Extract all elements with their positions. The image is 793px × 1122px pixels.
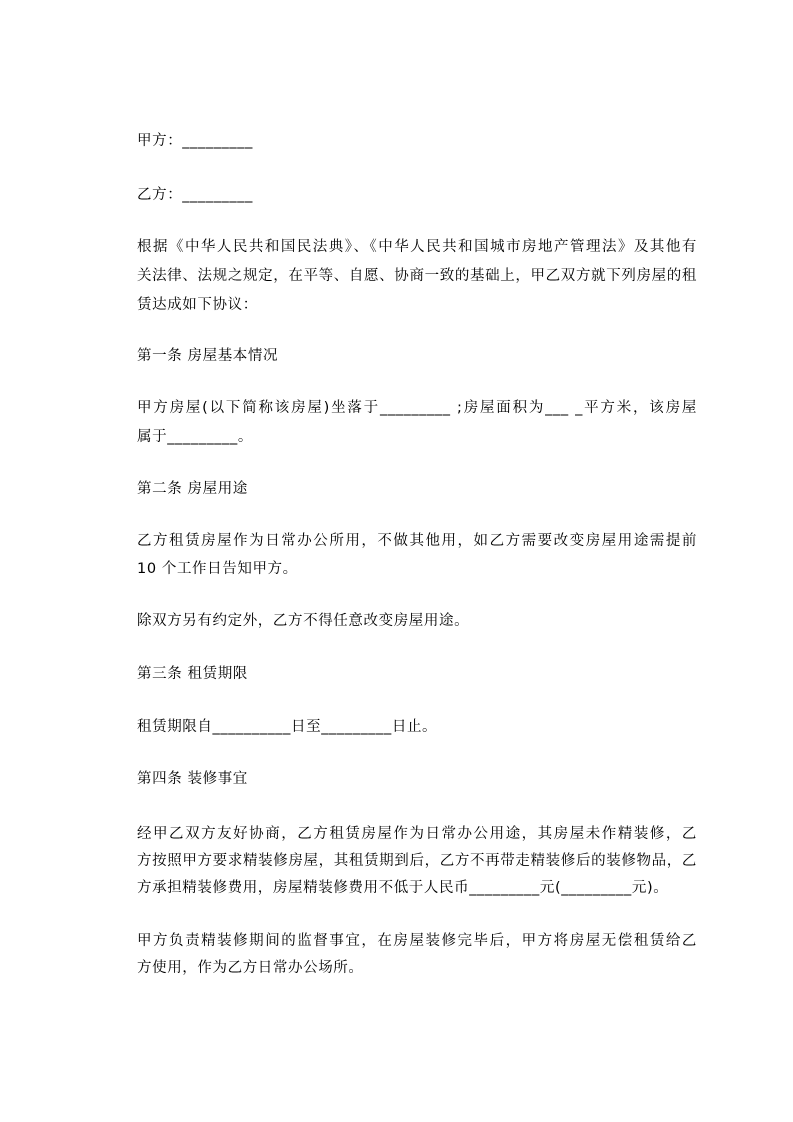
article-4-para1-line-2: 方按照甲方要求精装修房屋，其租赁期到后，乙方不再带走精装修后的装修物品，乙: [137, 853, 697, 869]
article-1-para-line-2: 属于_________。: [137, 429, 253, 445]
article-1-heading: 第一条 房屋基本情况: [137, 348, 279, 364]
party-b-line: 乙方：_________: [137, 187, 253, 203]
article-2-para1-line-1: 乙方租赁房屋作为日常办公所用，不做其他用，如乙方需要改变房屋用途需提前: [137, 533, 697, 549]
article-4-heading: 第四条 装修事宜: [137, 771, 248, 787]
article-2-heading: 第二条 房屋用途: [137, 481, 248, 497]
article-3-heading: 第三条 租赁期限: [137, 666, 248, 682]
party-a-line: 甲方：_________: [137, 133, 253, 149]
article-1-para-line-1: 甲方房屋(以下简称该房屋)坐落于_________ ;房屋面积为___ _平方米，该房屋: [137, 400, 697, 416]
preamble-line-3: 赁达成如下协议：: [137, 297, 258, 313]
preamble-line-1: 根据《中华人民共和国民法典》、《中华人民共和国城市房地产管理法》及其他有: [137, 239, 697, 255]
article-2-para2: 除双方另有约定外，乙方不得任意改变房屋用途。: [137, 613, 470, 629]
article-3-para: 租赁期限自__________日至_________日止。: [137, 719, 438, 735]
article-4-para1-line-3: 方承担精装修费用，房屋精装修费用不低于人民币_________元(_________元)。: [137, 880, 669, 896]
article-2-para1-line-2: 10 个工作日告知甲方。: [137, 561, 298, 577]
preamble-line-2: 关法律、法规之规定，在平等、自愿、协商一致的基础上，甲乙双方就下列房屋的租: [137, 268, 697, 284]
article-4-para2-line-2: 方使用，作为乙方日常办公场所。: [137, 960, 364, 976]
article-4-para2-line-1: 甲方负责精装修期间的监督事宜，在房屋装修完毕后，甲方将房屋无偿租赁给乙: [137, 933, 697, 949]
article-4-para1-line-1: 经甲乙双方友好协商，乙方租赁房屋作为日常办公用途，其房屋未作精装修，乙: [137, 826, 697, 842]
